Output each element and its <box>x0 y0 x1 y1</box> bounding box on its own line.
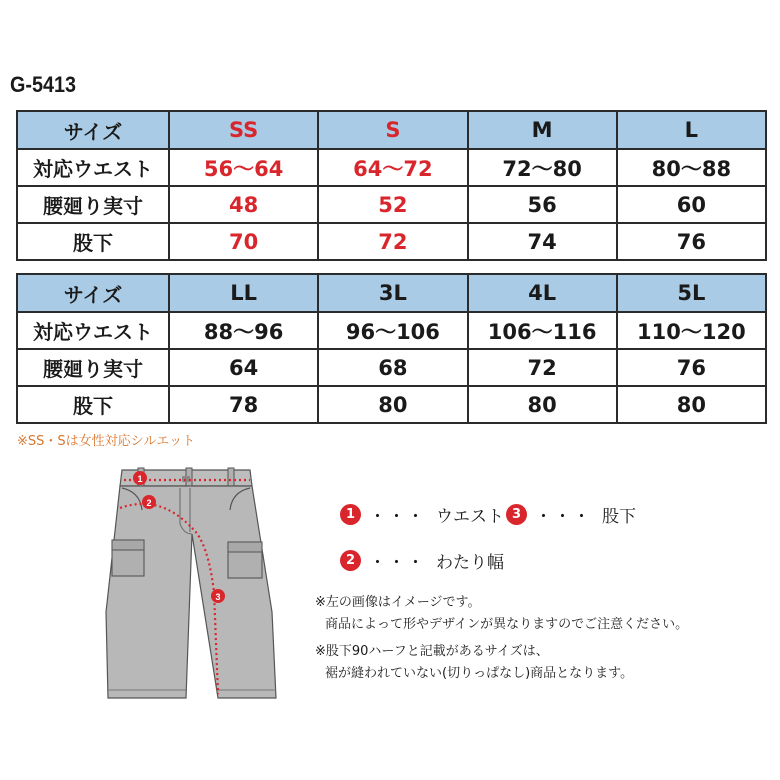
size-table-1 <box>16 110 767 261</box>
table-cell: 48 <box>169 186 318 223</box>
table-cell: 64～72 <box>318 149 467 186</box>
table-row <box>17 312 766 349</box>
legend-dots: ・・・ <box>369 507 426 527</box>
header-cell: M <box>468 111 617 149</box>
legend-label: わたり幅 <box>436 553 504 573</box>
legend-dots: ・・・ <box>369 553 426 573</box>
table-cell: 72 <box>318 223 467 260</box>
svg-text:2: 2 <box>146 498 152 508</box>
hem-note <box>315 641 633 685</box>
row-label: 腰廻り実寸 <box>17 349 169 386</box>
table-cell: 60 <box>617 186 766 223</box>
header-cell: LL <box>169 274 318 312</box>
header-cell: サイズ <box>17 111 169 149</box>
table-cell: 106～116 <box>468 312 617 349</box>
table-cell: 76 <box>617 349 766 386</box>
pants-diagram <box>100 462 290 707</box>
table-cell: 78 <box>169 386 318 423</box>
marker-3-icon: 3 <box>506 504 527 525</box>
header-cell: L <box>617 111 766 149</box>
table-row <box>17 349 766 386</box>
header-cell: 4L <box>468 274 617 312</box>
legend-waist <box>340 502 504 527</box>
row-label: 対応ウエスト <box>17 149 169 186</box>
table-row <box>17 386 766 423</box>
table-cell: 68 <box>318 349 467 386</box>
table-header-row <box>17 274 766 312</box>
svg-text:1: 1 <box>137 474 143 484</box>
marker-2-icon: 2 <box>340 550 361 571</box>
table-cell: 80 <box>617 386 766 423</box>
table-cell: 72～80 <box>468 149 617 186</box>
size-table-2 <box>16 273 767 424</box>
header-cell: 5L <box>617 274 766 312</box>
legend-dots: ・・・ <box>535 507 592 527</box>
header-cell: SS <box>169 111 318 149</box>
table-cell: 56 <box>468 186 617 223</box>
marker-2-icon <box>142 495 156 509</box>
table-cell: 56～64 <box>169 149 318 186</box>
table-cell: 74 <box>468 223 617 260</box>
marker-1-icon <box>133 471 147 485</box>
table-cell: 80～88 <box>617 149 766 186</box>
table-cell: 72 <box>468 349 617 386</box>
table-cell: 76 <box>617 223 766 260</box>
marker-3-icon <box>211 589 225 603</box>
table-cell: 70 <box>169 223 318 260</box>
table-cell: 64 <box>169 349 318 386</box>
row-label: 腰廻り実寸 <box>17 186 169 223</box>
table-row <box>17 186 766 223</box>
table-header-row <box>17 111 766 149</box>
table-cell: 80 <box>468 386 617 423</box>
header-cell: サイズ <box>17 274 169 312</box>
note-line: 商品によって形やデザインが異なりますのでご注意ください。 <box>325 617 689 632</box>
table-cell: 88～96 <box>169 312 318 349</box>
legend-inseam <box>506 502 636 527</box>
header-cell: S <box>318 111 467 149</box>
table-cell: 96～106 <box>318 312 467 349</box>
legend-label: ウエスト <box>436 507 504 527</box>
legend-thigh <box>340 548 504 573</box>
women-fit-note: ※SS・Sは女性対応シルエット <box>17 434 196 449</box>
table-row <box>17 223 766 260</box>
image-note <box>315 592 688 636</box>
table-cell: 110～120 <box>617 312 766 349</box>
row-label: 股下 <box>17 386 169 423</box>
marker-1-icon: 1 <box>340 504 361 525</box>
svg-text:3: 3 <box>215 592 221 602</box>
table-row <box>17 149 766 186</box>
table-cell: 52 <box>318 186 467 223</box>
product-code: G-5413 <box>10 72 77 97</box>
row-label: 対応ウエスト <box>17 312 169 349</box>
note-line: ※左の画像はイメージです。 <box>315 595 481 610</box>
header-cell: 3L <box>318 274 467 312</box>
legend-label: 股下 <box>602 507 636 527</box>
note-line: ※股下90ハーフと記載があるサイズは、 <box>315 644 549 659</box>
table-cell: 80 <box>318 386 467 423</box>
row-label: 股下 <box>17 223 169 260</box>
note-line: 裾が縫われていない(切りっぱなし)商品となります。 <box>325 666 634 681</box>
